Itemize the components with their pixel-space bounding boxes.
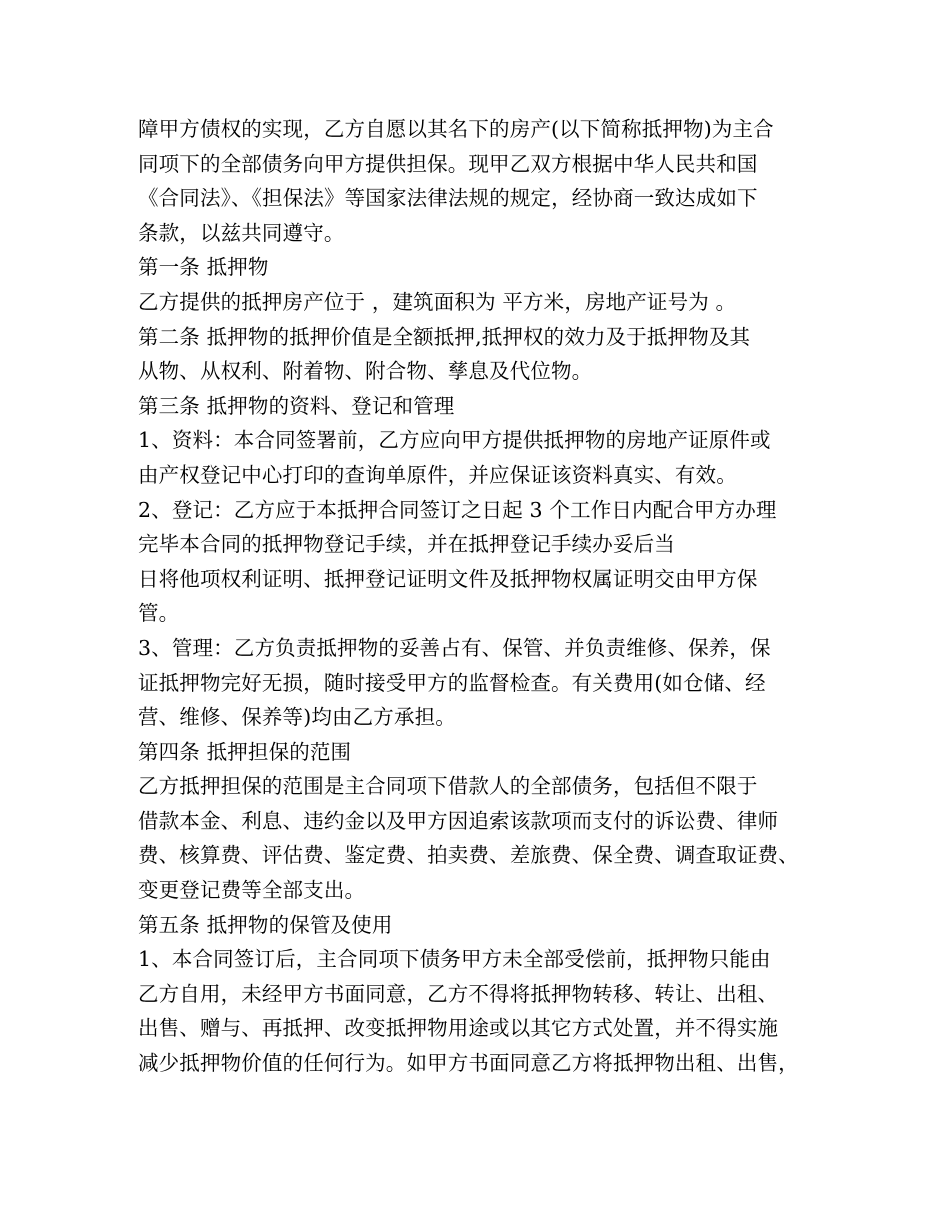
- text-line: 1、本合同签订后，主合同项下债务甲方未全部受偿前，抵押物只能由: [138, 947, 771, 972]
- text-line: 由产权登记中心打印的查询单原件，并应保证该资料真实、有效。: [138, 462, 737, 487]
- text-line: 费、核算费、评估费、鉴定费、拍卖费、差旅费、保全费、调查取证费、: [138, 843, 799, 868]
- text-line: 证抵押物完好无损，随时接受甲方的监督检查。有关费用(如仓储、经: [138, 670, 766, 695]
- text-line: 从物、从权利、附着物、附合物、孳息及代位物。: [138, 359, 593, 384]
- text-line: 障甲方债权的实现，乙方自愿以其名下的房产(以下简称抵押物)为主合: [138, 117, 774, 141]
- text-line: 营、维修、保养等)均由乙方承担。: [138, 705, 456, 730]
- section-heading-3: 第三条 抵押物的资料、登记和管理: [138, 393, 455, 418]
- text-line: 3、管理：乙方负责抵押物的妥善占有、保管、并负责维修、保养，保: [138, 635, 771, 660]
- text-line: 2、登记：乙方应于本抵押合同签订之日起 3 个工作日内配合甲方办理: [138, 497, 777, 522]
- document-body: [138, 112, 838, 1081]
- text-line: 乙方提供的抵押房产位于 ，建筑面积为 平方米，房地产证号为 。: [138, 289, 737, 314]
- text-line: 减少抵押物价值的任何行为。如甲方书面同意乙方将抵押物出租、出售，: [138, 1051, 799, 1076]
- text-line: 同项下的全部债务向甲方提供担保。现甲乙双方根据中华人民共和国: [138, 151, 758, 176]
- text-line: 《合同法》、《担保法》等国家法律法规的规定，经协商一致达成如下: [138, 186, 758, 211]
- text-line: 出售、赠与、再抵押、改变抵押物用途或以其它方式处置，并不得实施: [138, 1016, 779, 1041]
- text-line: 条款，以兹共同遵守。: [138, 220, 345, 245]
- section-heading-2: 第二条 抵押物的抵押价值是全额抵押,抵押权的效力及于抵押物及其: [138, 324, 751, 349]
- text-line: 日将他项权利证明、抵押登记证明文件及抵押物权属证明交由甲方保: [138, 566, 758, 591]
- text-line: 乙方抵押担保的范围是主合同项下借款人的全部债务，包括但不限于: [138, 774, 758, 799]
- text-line: 完毕本合同的抵押物登记手续，并在抵押登记手续办妥后当: [138, 532, 675, 557]
- text-line: 变更登记费等全部支出。: [138, 878, 366, 903]
- text-line: 借款本金、利息、违约金以及甲方因追索该款项而支付的诉讼费、律师: [138, 808, 779, 833]
- text-line: 乙方自用，未经甲方书面同意，乙方不得将抵押物转移、转让、出租、: [138, 981, 779, 1006]
- section-heading-1: 第一条 抵押物: [138, 255, 269, 280]
- text-line: 1、资料：本合同签署前，乙方应向甲方提供抵押物的房地产证原件或: [138, 428, 771, 453]
- section-heading-4: 第四条 抵押担保的范围: [138, 739, 352, 764]
- text-line: 管。: [138, 601, 180, 626]
- section-heading-5: 第五条 抵押物的保管及使用: [138, 912, 393, 937]
